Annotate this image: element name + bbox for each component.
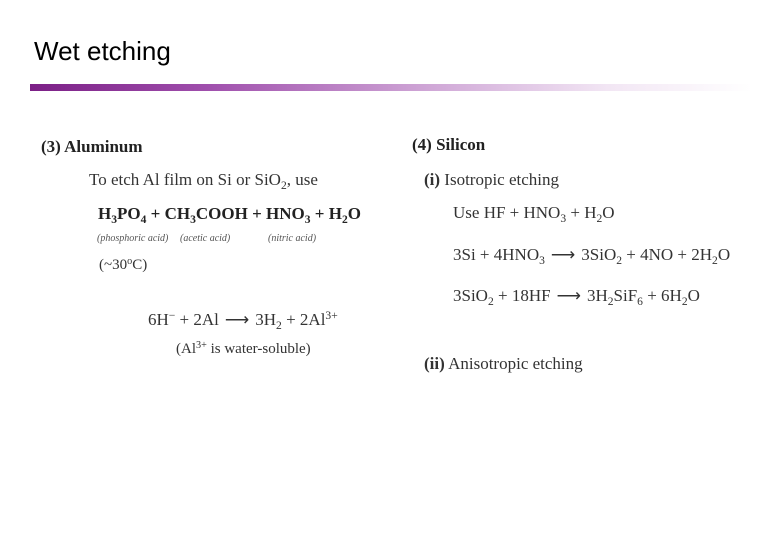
label-nitric-acid: (nitric acid) <box>268 233 317 244</box>
hno3: $HNO_3$ <box>266 204 311 227</box>
temperature-note: (~30$^o$C) <box>99 255 148 273</box>
etchant-formula: $H_3PO_4$ + $CH_3COOH + HNO_3 + H_2O$ <box>98 204 361 227</box>
aluminum-intro: To etch Al film on Si or SiO$_2$, use <box>89 170 318 193</box>
label-phosphoric-acid: (phosphoric acid) <box>97 233 169 244</box>
h2o: $H_2O$ <box>328 204 361 227</box>
h3po4: $H_3PO_4$ <box>98 204 147 227</box>
aluminum-reaction: 6H− + 2Al ⟶ $3H_2 + 2Al^{3+}$ <box>148 309 338 333</box>
anisotropic-heading: (ii) Anisotropic etching <box>424 354 583 373</box>
reaction-arrow: ⟶ <box>550 245 576 264</box>
label-acetic-acid: (acetic acid) <box>180 233 231 244</box>
aluminum-heading: (3) Aluminum <box>41 137 143 156</box>
silicon-heading: (4) Silicon <box>412 135 486 154</box>
title-divider <box>30 84 752 91</box>
silicon-reaction-2: 3SiO$_2$ + 18HF ⟶ $3H_2SiF_6 + 6H_2O$ <box>453 286 700 309</box>
ch3cooh: $CH_3COOH$ <box>164 204 248 227</box>
isotropic-heading: (i) Isotropic etching <box>424 170 560 189</box>
silicon-etchant: Use HF + $HNO_3 + H_2O$ <box>453 203 615 226</box>
slide-title: Wet etching <box>34 36 171 66</box>
solubility-note: ($Al^{3+}$ is water-soluble) <box>176 339 311 357</box>
reaction-arrow: ⟶ <box>556 286 581 305</box>
reaction-arrow: ⟶ <box>224 310 250 329</box>
silicon-reaction-1: $3Si + 4HNO_3$ ⟶ $3SiO_2 + 4NO + 2H_2O$ <box>453 245 731 268</box>
